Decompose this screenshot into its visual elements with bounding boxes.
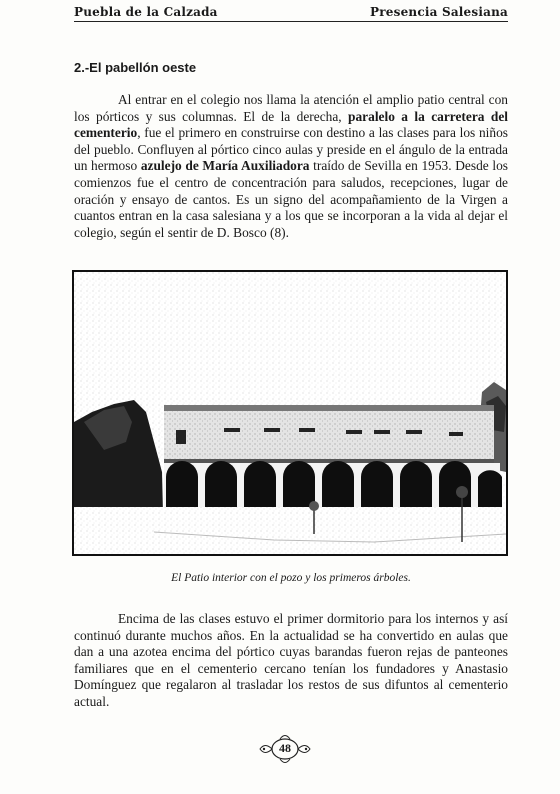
paragraph-1-text-a: Al entrar en el colegio nos llama la atención el amplio patio central con los pórticos y sus columnas. El de la derecha, [74,92,508,124]
paragraph-1-text-c: traído de Sevilla en 1953. Desde los comienzos fue el centro de concentración para saludos, recepciones, lugar de oración y ensayo de cantos. Es un signo del acompañamiento de la Virgen a cuantos entran en la casa salesiana y a los que se incorporan a la vida al dejar el colegio, según el sentir de D. Bosco (8). [74,158,509,240]
paragraph-2-text: Encima de las clases estuvo el primer dormitorio para los internos y así continuó durante muchos años. En la actualidad se ha convertido en aulas que dan a una azotea encima del pórtico cuyas barandas fueron rejas de panteones familiares que en el cementerio cercano tenían los fundadores y Anastasio Domínguez que regalaron al trasladar los restos de sus difuntos al cementerio actual. [74,611,508,709]
section-title: 2.-El pabellón oeste [74,60,197,75]
paragraph-1-text-b: , fue el primero en construirse con destino a las clases para los niños del pueblo. Confluyen al pórtico cinco aulas y preside en el ángulo de la entrada un hermoso [74,125,508,174]
running-header [74,2,508,22]
header-right-title: Presencia Salesiana [370,4,508,19]
courtyard-photo-illustration [74,272,506,554]
page-number: 48 [279,741,291,755]
paragraph-1-bold-b: azulejo de María Auxiliadora [140,158,310,174]
courtyard-photo [72,270,508,556]
paragraph-2 [74,611,508,711]
paragraph-1-bold-a: paralelo a la carretera del cementerio [74,108,508,141]
page-number-ornament [258,732,312,766]
paragraph-1 [74,92,508,241]
header-left-title: Puebla de la Calzada [74,4,218,19]
photo-caption: El Patio interior con el pozo y los primeros árboles. [171,572,411,584]
